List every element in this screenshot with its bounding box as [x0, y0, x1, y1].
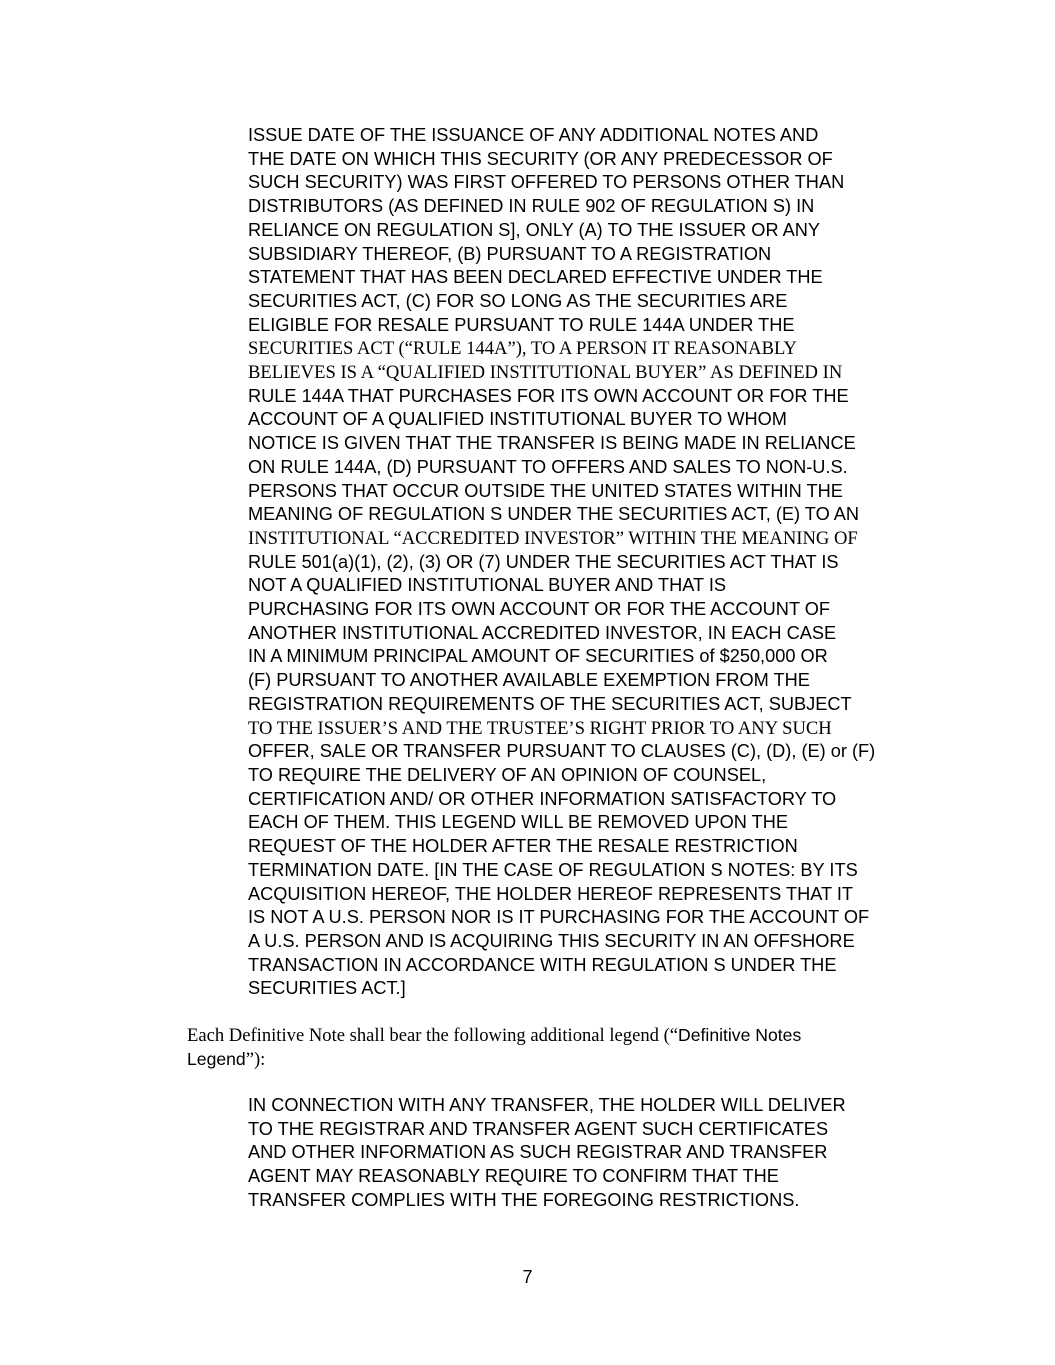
legend-line: SECURITIES ACT (“RULE 144A”), TO A PERSON IT REASONABLY — [248, 338, 797, 360]
legend-line: CERTIFICATION AND/ OR OTHER INFORMATION SATISFACTORY TO — [248, 788, 837, 809]
legend-line: IN CONNECTION WITH ANY TRANSFER, THE HOLDER WILL DELIVER — [248, 1095, 846, 1115]
legend-line: ACQUISITION HEREOF, THE HOLDER HEREOF REPRESENTS THAT IT — [248, 883, 853, 904]
legend-line: TERMINATION DATE. [IN THE CASE OF REGULATION S NOTES: BY ITS — [248, 859, 858, 880]
definitive-notes-legend — [248, 1094, 938, 1213]
legend-line: SUBSIDIARY THEREOF, (B) PURSUANT TO A REGISTRATION — [248, 243, 772, 264]
legend-line: DISTRIBUTORS (AS DEFINED IN RULE 902 OF REGULATION S) IN — [248, 196, 815, 217]
legend-line: A U.S. PERSON AND IS ACQUIRING THIS SECURITY IN AN OFFSHORE — [248, 930, 855, 951]
legend-line: SECURITIES ACT, (C) FOR SO LONG AS THE SECURITIES ARE — [248, 290, 788, 311]
legend-line: PURCHASING FOR ITS OWN ACCOUNT OR FOR THE ACCOUNT OF — [248, 599, 831, 620]
legend-line: THE DATE ON WHICH THIS SECURITY (OR ANY PREDECESSOR OF — [248, 148, 833, 169]
legend-line: MEANING OF REGULATION S UNDER THE SECURITIES ACT, (E) TO AN — [248, 504, 860, 525]
legend-line: TO REQUIRE THE DELIVERY OF AN OPINION OF COUNSEL, — [248, 764, 767, 785]
legend-line: IS NOT A U.S. PERSON NOR IS IT PURCHASING FOR THE ACCOUNT OF — [248, 907, 870, 928]
legend-line: INSTITUTIONAL “ACCREDITED INVESTOR” WITHIN THE MEANING OF — [248, 527, 858, 549]
legend-line: REGISTRATION REQUIREMENTS OF THE SECURITIES ACT, SUBJECT — [248, 693, 852, 714]
intro-line-2 — [187, 1048, 947, 1072]
legend-line: AND OTHER INFORMATION AS SUCH REGISTRAR AND TRANSFER — [248, 1142, 828, 1163]
legend-line: NOTICE IS GIVEN THAT THE TRANSFER IS BEING MADE IN RELIANCE — [248, 433, 856, 454]
legend-line: ANOTHER INSTITUTIONAL ACCREDITED INVESTOR, IN EACH CASE — [248, 622, 837, 643]
legend-line: TO THE ISSUER’S AND THE TRUSTEE’S RIGHT PRIOR TO ANY SUCH — [248, 717, 832, 739]
legend-line: TRANSFER COMPLIES WITH THE FOREGOING RESTRICTIONS. — [248, 1189, 800, 1210]
legend-line: RULE 501(a)(1), (2), (3) OR (7) UNDER THE SECURITIES ACT THAT IS — [248, 551, 839, 572]
intro-text: ”): — [245, 1048, 266, 1070]
legend-line: ON RULE 144A, (D) PURSUANT TO OFFERS AND SALES TO NON-U.S. — [248, 456, 848, 477]
legend-line: TRANSACTION IN ACCORDANCE WITH REGULATION S UNDER THE — [248, 954, 837, 975]
legend-line: NOT A QUALIFIED INSTITUTIONAL BUYER AND THAT IS — [248, 575, 727, 596]
legend-line: PERSONS THAT OCCUR OUTSIDE THE UNITED STATES WITHIN THE — [248, 480, 843, 501]
intro-line-1 — [187, 1024, 947, 1048]
restricted-securities-legend — [248, 124, 938, 1001]
legend-line: IN A MINIMUM PRINCIPAL AMOUNT OF SECURITIES of $250,000 OR — [248, 646, 828, 667]
legend-line: (F) PURSUANT TO ANOTHER AVAILABLE EXEMPTION FROM THE — [248, 670, 810, 691]
legend-line: SUCH SECURITY) WAS FIRST OFFERED TO PERSONS OTHER THAN — [248, 172, 845, 193]
defined-term: Legend — [187, 1048, 246, 1069]
intro-text: Each Definitive Note shall bear the following additional legend (“ — [187, 1025, 679, 1046]
legend-line: REQUEST OF THE HOLDER AFTER THE RESALE RESTRICTION — [248, 836, 798, 857]
legend-line: ACCOUNT OF A QUALIFIED INSTITUTIONAL BUYER TO WHOM — [248, 409, 787, 430]
definitive-notes-intro-paragraph — [187, 1024, 947, 1071]
legend-line: RELIANCE ON REGULATION S], ONLY (A) TO THE ISSUER OR ANY — [248, 219, 821, 240]
legend-line: TO THE REGISTRAR AND TRANSFER AGENT SUCH CERTIFICATES — [248, 1118, 829, 1139]
defined-term: Definitive Notes — [678, 1025, 802, 1045]
legend-line: SECURITIES ACT.] — [248, 978, 406, 999]
legend-line: AGENT MAY REASONABLY REQUIRE TO CONFIRM THAT THE — [248, 1166, 779, 1187]
legend-line: OFFER, SALE OR TRANSFER PURSUANT TO CLAUSES (C), (D), (E) or (F) — [248, 741, 876, 762]
legend-line: EACH OF THEM. THIS LEGEND WILL BE REMOVED UPON THE — [248, 812, 788, 833]
legend-line: ISSUE DATE OF THE ISSUANCE OF ANY ADDITIONAL NOTES AND — [248, 125, 819, 145]
page-number: 7 — [522, 1267, 533, 1287]
legend-line: STATEMENT THAT HAS BEEN DECLARED EFFECTIVE UNDER THE — [248, 267, 823, 288]
legend-line: ELIGIBLE FOR RESALE PURSUANT TO RULE 144A UNDER THE — [248, 314, 795, 335]
legend-line: RULE 144A THAT PURCHASES FOR ITS OWN ACCOUNT OR FOR THE — [248, 385, 849, 406]
legend-line: BELIEVES IS A “QUALIFIED INSTITUTIONAL BUYER” AS DEFINED IN — [248, 362, 843, 384]
